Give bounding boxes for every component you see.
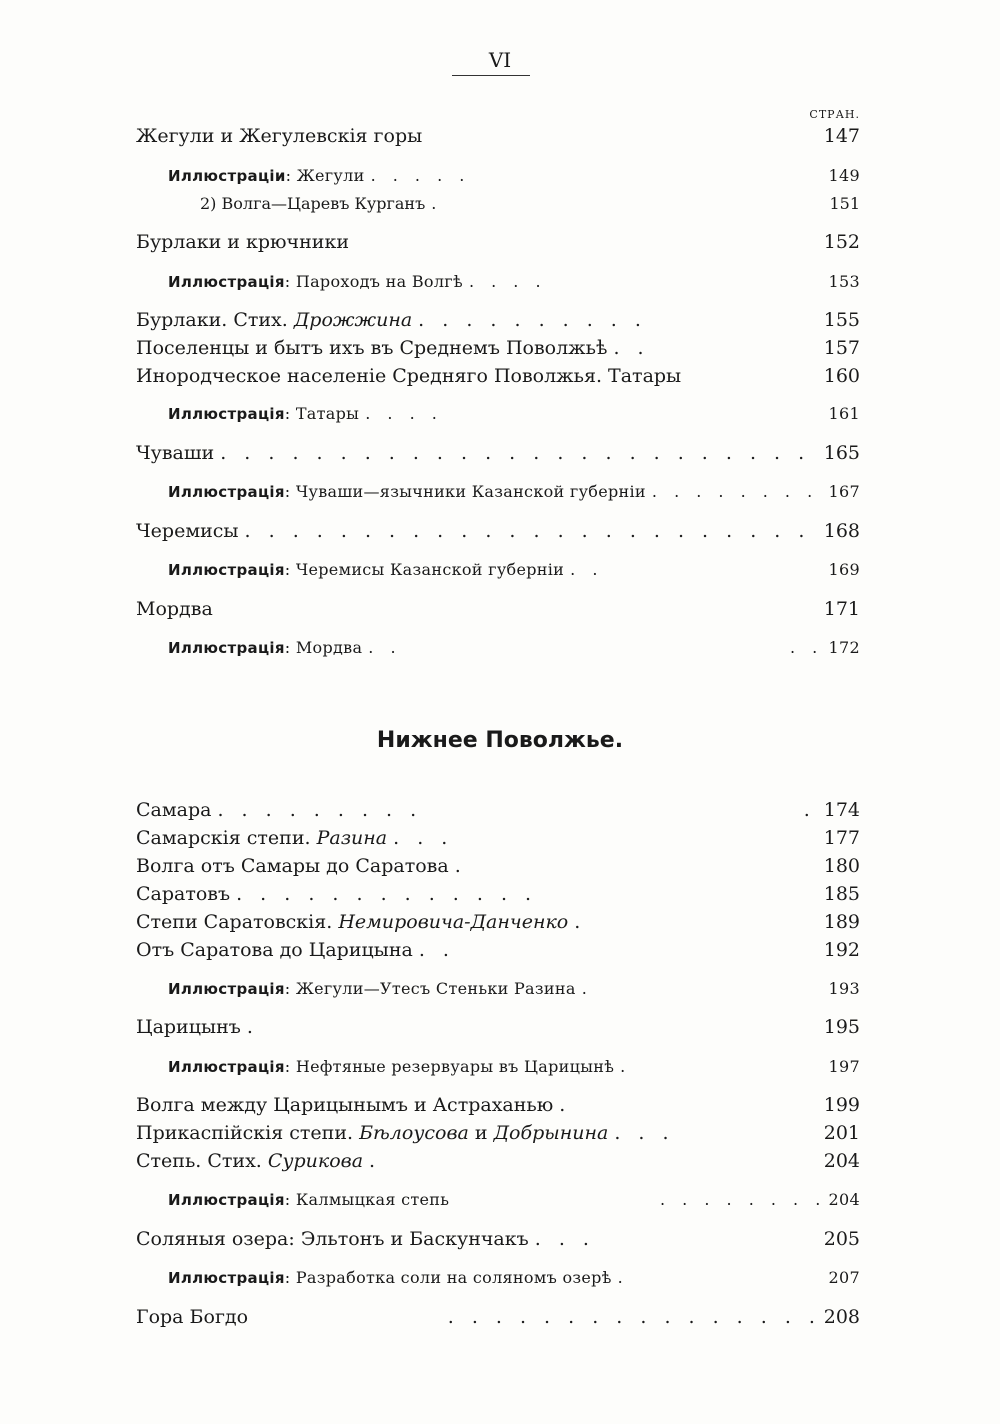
entry-page: 174 [823, 799, 860, 821]
entry-page: 208 [823, 1306, 860, 1328]
entry-author: Разина [316, 827, 388, 849]
toc-illustration-sub [200, 190, 860, 218]
entry-title: Самара [136, 799, 212, 821]
toc-illustration: Иллюстрація: Чуваши—язычники Казанской губерніи . . . 167 [168, 478, 860, 506]
entry-title: Мордва [295, 638, 363, 657]
entry-title: Волга отъ Самары до Саратова [136, 855, 449, 877]
toc-entry [136, 1091, 860, 1119]
entry-author: Немировича-Данченко [338, 911, 569, 933]
entry-page: 204 [828, 1190, 860, 1209]
toc-illustration: Иллюстраціи: Жегули . . . 149 [168, 162, 860, 190]
entry-title: Мордва [136, 598, 213, 620]
entry-title: Черемисы [136, 520, 239, 542]
entry-title: Инородческое населеніе Средняго Поволжья. Татары [136, 365, 682, 387]
toc-illustration: Иллюстрація: Пароходъ на Волгѣ . . . 153 [168, 268, 860, 296]
toc-entry [136, 796, 860, 824]
page-folio: VI [488, 48, 512, 72]
entry-title: Бурлаки и крючники [136, 231, 349, 253]
toc-entry [136, 439, 860, 467]
entry-title: Пароходъ на Волгѣ [295, 272, 463, 291]
entry-page: 180 [823, 855, 860, 877]
entry-page: 147 [823, 125, 860, 147]
entry-page: 171 [823, 598, 860, 620]
entry-title: Черемисы Казанской губерніи [295, 560, 565, 579]
toc-illustration: Иллюстрація: Татары . . . 161 [168, 400, 860, 428]
illustration-label: Иллюстрація [168, 1269, 285, 1287]
entry-author: Сурикова [267, 1150, 364, 1172]
entry-title: Соляныя озера: Эльтонъ и Баскунчакъ [136, 1228, 529, 1250]
illustration-label: Иллюстраціи [168, 167, 286, 185]
toc-illustration: Иллюстрація: Черемисы Казанской губерніи . . . 169 [168, 556, 860, 584]
entry-title: Жегули и Жегулевскія горы [136, 125, 423, 147]
toc-entry [136, 1013, 860, 1041]
entry-title: 2) Волга—Царевъ Курганъ [200, 194, 426, 213]
entry-title: Саратовъ [136, 883, 231, 905]
entry-page: 204 [823, 1150, 860, 1172]
entry-page: 169 [828, 560, 860, 579]
entry-conjunction: и [474, 1122, 488, 1144]
entry-author: Добрынина [493, 1122, 609, 1144]
toc-entry [136, 908, 860, 936]
entry-author: Бѣлоусова [359, 1122, 469, 1144]
toc-entry [136, 122, 860, 150]
toc-entry [136, 595, 860, 623]
entry-page: 185 [823, 883, 860, 905]
illustration-label: Иллюстрація [168, 405, 285, 423]
entry-page: 207 [828, 1268, 860, 1287]
entry-page: 192 [823, 939, 860, 961]
toc-entry [136, 306, 860, 334]
entry-page: 149 [828, 166, 860, 185]
folio-rule [452, 75, 530, 76]
illustration-label: Иллюстрація [168, 639, 285, 657]
entry-page: 189 [823, 911, 860, 933]
entry-page: 177 [823, 827, 860, 849]
toc-entry [136, 880, 860, 908]
toc-entry [136, 334, 860, 362]
entry-title: Царицынъ [136, 1016, 241, 1038]
toc-entry [136, 936, 860, 964]
toc-illustration: Иллюстрація: Нефтяные резервуары въ Царицынѣ . . . 197 [168, 1053, 860, 1081]
entry-title: Бурлаки. Стих. [136, 309, 288, 331]
entry-title: Степь. Стих. [136, 1150, 262, 1172]
entry-title: Волга между Царицынымъ и Астраханью [136, 1094, 554, 1116]
entry-page: 201 [823, 1122, 860, 1144]
entry-page: 168 [823, 520, 860, 542]
illustration-label: Иллюстрація [168, 483, 285, 501]
entry-page: 172 [828, 638, 860, 657]
illustration-label: Иллюстрація [168, 273, 285, 291]
entry-page: 152 [823, 231, 860, 253]
toc-entry [136, 362, 860, 390]
toc-entry [136, 1225, 860, 1253]
entry-title: Калмыцкая степь [295, 1190, 450, 1209]
illustration-label: Иллюстрація [168, 980, 285, 998]
entry-page: 160 [823, 365, 860, 387]
entry-page: 199 [823, 1094, 860, 1116]
entry-page: 195 [823, 1016, 860, 1038]
entry-page: 193 [828, 979, 860, 998]
entry-page: 165 [823, 442, 860, 464]
toc-illustration: Иллюстрація: Разработка соли на соляномъ озерѣ . . . 207 [168, 1264, 860, 1292]
entry-page: 167 [828, 482, 860, 501]
entry-author: Дрожжина [293, 309, 413, 331]
entry-title: Самарскія степи. [136, 827, 311, 849]
entry-title: Гора Богдо [136, 1306, 249, 1328]
toc-entry [136, 1119, 860, 1147]
toc-entry [136, 824, 860, 852]
entry-page: 153 [828, 272, 860, 291]
toc-entry [136, 228, 860, 256]
entry-page: 151 [829, 194, 860, 213]
page-column-heading: СТРАН. [809, 108, 860, 121]
illustration-label: Иллюстрація [168, 1191, 285, 1209]
entry-title: Степи Саратовскія. [136, 911, 333, 933]
entry-title: Татары [295, 404, 360, 423]
toc-entry [136, 1303, 860, 1331]
entry-page: 197 [828, 1057, 860, 1076]
entry-page: 161 [828, 404, 860, 423]
entry-page: 205 [823, 1228, 860, 1250]
entry-title: Разработка соли на соляномъ озерѣ [295, 1268, 612, 1287]
entry-title: Жегули—Утесъ Стеньки Разина [295, 979, 576, 998]
section-heading: Нижнее Поволжье. [376, 728, 624, 753]
entry-page: 157 [823, 337, 860, 359]
toc-illustration: Иллюстрація: Жегули—Утесъ Стеньки Разина . . . 193 [168, 975, 860, 1003]
illustration-label: Иллюстрація [168, 1058, 285, 1076]
toc-entry [136, 852, 860, 880]
entry-title: Чуваши—язычники Казанской губерніи [295, 482, 646, 501]
toc-entry [136, 1147, 860, 1175]
toc-illustration: Иллюстрація: Калмыцкая степь . . . 204 [168, 1186, 860, 1214]
entry-page: 155 [823, 309, 860, 331]
toc-entry [136, 517, 860, 545]
entry-title: Чуваши [136, 442, 215, 464]
toc-illustration: Иллюстрація: Мордва . . . . . . 172 [168, 634, 860, 662]
entry-title: Поселенцы и бытъ ихъ въ Среднемъ Поволжьѣ [136, 337, 608, 359]
entry-title: Прикаспійскія степи. [136, 1122, 354, 1144]
entry-title: Отъ Саратова до Царицына [136, 939, 413, 961]
illustration-label: Иллюстрація [168, 561, 285, 579]
entry-title: Нефтяные резервуары въ Царицынѣ [295, 1057, 615, 1076]
entry-title: Жегули [296, 166, 365, 185]
